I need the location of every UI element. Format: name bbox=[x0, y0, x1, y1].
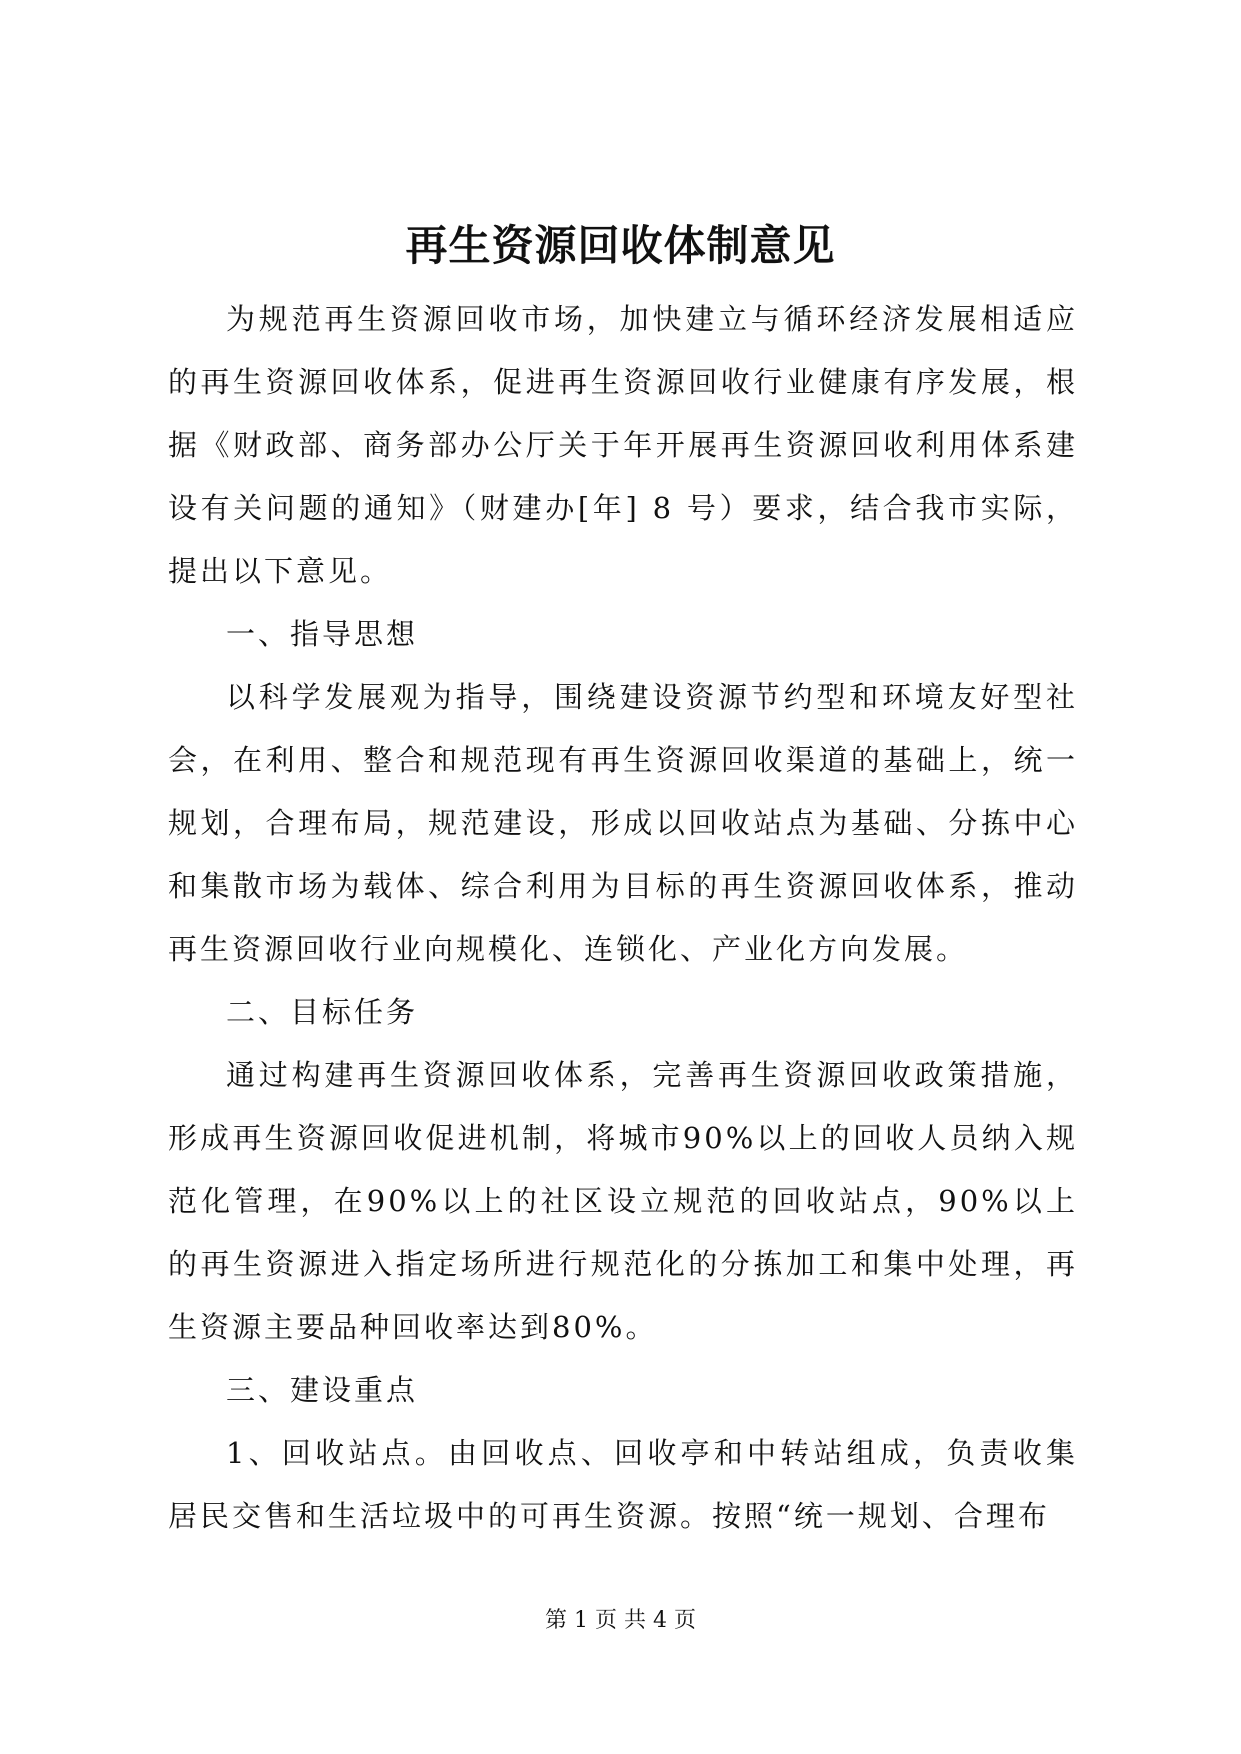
paragraph-intro: 为规范再生资源回收市场，加快建立与循环经济发展相适应的再生资源回收体系，促进再生资源回收行业健康有序发展，根据《财政部、商务部办公厅关于年开展再生资源回收利用体系建设有关问题的通知》（财建办[年] 8 号）要求，结合我市实际，提出以下意见。 bbox=[168, 302, 1078, 588]
page-footer: 第 1 页 共 4 页 bbox=[545, 1608, 696, 1633]
document-body bbox=[168, 288, 1078, 1548]
section-heading-key-construction: 三、建设重点 bbox=[226, 1373, 419, 1407]
document-title: 再生资源回收体制意见 bbox=[405, 221, 836, 270]
paragraph-goals: 通过构建再生资源回收体系，完善再生资源回收政策措施，形成再生资源回收促进机制，将城市90%以上的回收人员纳入规范化管理，在90%以上的社区设立规范的回收站点，90%以上的再生资源进入指定场所进行规范化的分拣加工和集中处理，再生资源主要品种回收率达到80%。 bbox=[168, 1058, 1078, 1344]
section-heading-guiding-ideology: 一、指导思想 bbox=[226, 617, 419, 651]
section-heading-goals: 二、目标任务 bbox=[226, 995, 419, 1029]
paragraph-recycling-stations: 1、回收站点。由回收点、回收亭和中转站组成，负责收集居民交售和生活垃圾中的可再生资源。按照“统一规划、合理布 bbox=[168, 1436, 1078, 1533]
paragraph-guiding-ideology: 以科学发展观为指导，围绕建设资源节约型和环境友好型社会，在利用、整合和规范现有再生资源回收渠道的基础上，统一规划，合理布局，规范建设，形成以回收站点为基础、分拣中心和集散市场为载体、综合利用为目标的再生资源回收体系，推动再生资源回收行业向规模化、连锁化、产业化方向发展。 bbox=[168, 680, 1078, 966]
